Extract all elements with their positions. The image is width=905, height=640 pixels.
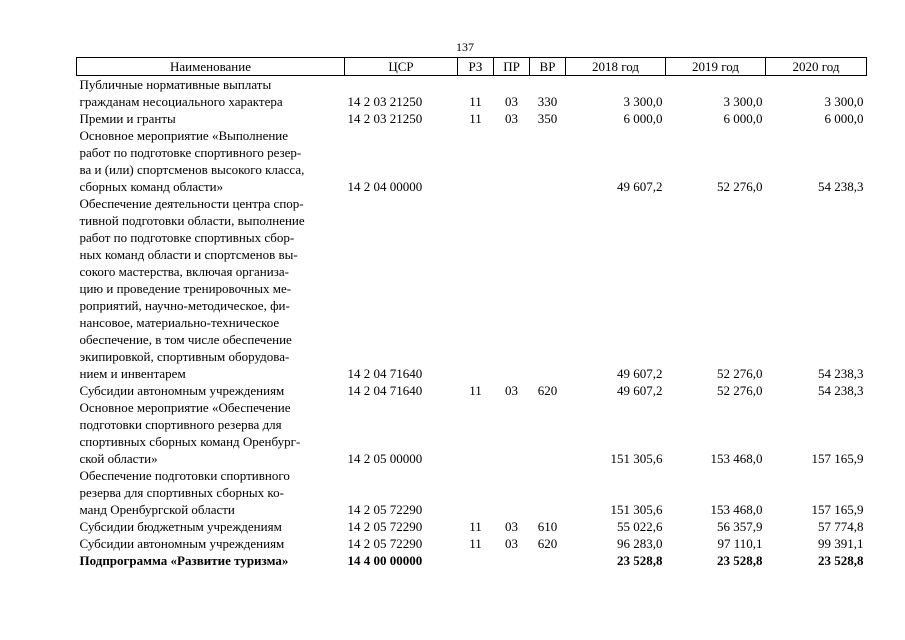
row-pr: 03 — [505, 383, 518, 398]
row-value-2018: 55 022,6 — [617, 519, 663, 534]
row-name: Субсидии автономным учреждениям — [79, 536, 285, 551]
row-pr: 03 — [505, 536, 518, 551]
row-value-2020: 6 000,0 — [824, 111, 864, 126]
row-vr — [530, 127, 566, 195]
table-row — [77, 399, 867, 467]
row-csr: 14 2 04 71640 — [347, 366, 423, 381]
row-pr: 03 — [505, 111, 518, 126]
row-value-2018: 151 305,6 — [610, 502, 663, 517]
row-value-2020: 99 391,1 — [818, 536, 864, 551]
row-name: Субсидии автономным учреждениям — [79, 383, 285, 398]
row-value-2020: 54 238,3 — [818, 366, 864, 381]
row-pr — [494, 552, 530, 569]
row-pr: 03 — [505, 519, 518, 534]
row-rz — [458, 467, 494, 518]
row-value-2018: 151 305,6 — [610, 451, 663, 466]
row-name: Подпрограмма «Развитие туризма» — [79, 553, 289, 568]
row-pr: 03 — [505, 94, 518, 109]
row-rz: 11 — [469, 519, 482, 534]
row-csr: 14 2 04 71640 — [347, 383, 423, 398]
row-vr: 620 — [537, 536, 558, 551]
row-rz: 11 — [469, 536, 482, 551]
row-csr: 14 2 05 72290 — [347, 519, 423, 534]
row-rz: 11 — [469, 111, 482, 126]
row-name: Публичные нормативные выплаты гражданам несоциального характера — [79, 77, 283, 109]
header-name: Наименование — [77, 58, 345, 76]
row-value-2018: 96 283,0 — [617, 536, 663, 551]
row-value-2019: 153 468,0 — [710, 451, 763, 466]
row-pr — [494, 127, 530, 195]
row-name: Основное мероприятие «Выполнение работ по подготовке спортивного резер- ва и (или) спортсменов высокого класса, сборных команд области» — [79, 128, 305, 194]
row-value-2020: 3 300,0 — [824, 94, 864, 109]
row-vr — [530, 552, 566, 569]
table-row — [77, 195, 867, 382]
row-value-2019: 97 110,1 — [717, 536, 763, 551]
row-value-2020: 157 165,9 — [811, 451, 864, 466]
header-rz: РЗ — [458, 58, 494, 76]
row-csr: 14 2 04 00000 — [347, 179, 423, 194]
row-csr: 14 2 03 21250 — [347, 94, 423, 109]
row-value-2018: 23 528,8 — [617, 553, 663, 568]
row-rz: 11 — [469, 383, 482, 398]
row-value-2018: 49 607,2 — [617, 179, 663, 194]
row-value-2019: 3 300,0 — [723, 94, 763, 109]
row-name: Субсидии бюджетным учреждениям — [79, 519, 282, 534]
row-value-2019: 6 000,0 — [723, 111, 763, 126]
table-row — [77, 518, 867, 535]
row-value-2020: 157 165,9 — [811, 502, 864, 517]
row-name: Премии и гранты — [79, 111, 176, 126]
header-vr: ВР — [530, 58, 566, 76]
page-number: 137 — [456, 40, 474, 54]
row-csr: 14 2 05 00000 — [347, 451, 423, 466]
header-2020: 2020 год — [766, 58, 867, 76]
row-value-2019: 23 528,8 — [717, 553, 763, 568]
row-name: Основное мероприятие «Обеспечение подготовки спортивного резерва для спортивных сборных команд Оренбург- ской области» — [79, 400, 301, 466]
row-rz — [458, 552, 494, 569]
row-value-2018: 3 300,0 — [623, 94, 663, 109]
row-value-2020: 23 528,8 — [818, 553, 864, 568]
row-vr: 330 — [537, 94, 558, 109]
table-row — [77, 552, 867, 569]
row-name: Обеспечение деятельности центра спор- тивной подготовки области, выполнение работ по подготовке спортивных сбор- ных команд области и спортсменов вы- сокого мастерства, включая организа- цию и проведение тренировочных ме- роприятий, научно-методическое, фи- нансовое, материально-техническое обеспечение, в том числе обеспечение экипировкой, спортивным оборудова- нием и инвентарем — [79, 196, 305, 381]
row-csr: 14 2 05 72290 — [347, 536, 423, 551]
row-value-2020: 54 238,3 — [818, 383, 864, 398]
row-csr: 14 2 03 21250 — [347, 111, 423, 126]
budget-table — [76, 57, 867, 569]
row-value-2019: 52 276,0 — [717, 179, 763, 194]
row-value-2019: 52 276,0 — [717, 383, 763, 398]
table-row — [77, 467, 867, 518]
row-value-2018: 49 607,2 — [617, 366, 663, 381]
header-2019: 2019 год — [666, 58, 766, 76]
table-row — [77, 76, 867, 111]
row-vr: 610 — [537, 519, 558, 534]
table-row — [77, 110, 867, 127]
row-pr — [494, 467, 530, 518]
row-pr — [494, 399, 530, 467]
row-value-2018: 49 607,2 — [617, 383, 663, 398]
row-vr: 350 — [537, 111, 558, 126]
row-rz: 11 — [469, 94, 482, 109]
row-name: Обеспечение подготовки спортивного резерва для спортивных сборных ко- манд Оренбургской области — [79, 468, 290, 517]
table-row — [77, 127, 867, 195]
row-value-2019: 153 468,0 — [710, 502, 763, 517]
row-value-2020: 54 238,3 — [818, 179, 864, 194]
row-vr — [530, 195, 566, 382]
row-value-2020: 57 774,8 — [818, 519, 864, 534]
row-csr: 14 2 05 72290 — [347, 502, 423, 517]
row-rz — [458, 195, 494, 382]
header-2018: 2018 год — [566, 58, 666, 76]
table-row — [77, 382, 867, 399]
row-vr: 620 — [537, 383, 558, 398]
row-value-2019: 52 276,0 — [717, 366, 763, 381]
table-row — [77, 535, 867, 552]
table-header-row — [77, 58, 867, 76]
row-rz — [458, 127, 494, 195]
row-vr — [530, 467, 566, 518]
header-csr: ЦСР — [345, 58, 458, 76]
row-value-2018: 6 000,0 — [623, 111, 663, 126]
row-value-2019: 56 357,9 — [717, 519, 763, 534]
row-vr — [530, 399, 566, 467]
row-pr — [494, 195, 530, 382]
row-csr: 14 4 00 00000 — [347, 553, 423, 568]
row-rz — [458, 399, 494, 467]
header-pr: ПР — [494, 58, 530, 76]
